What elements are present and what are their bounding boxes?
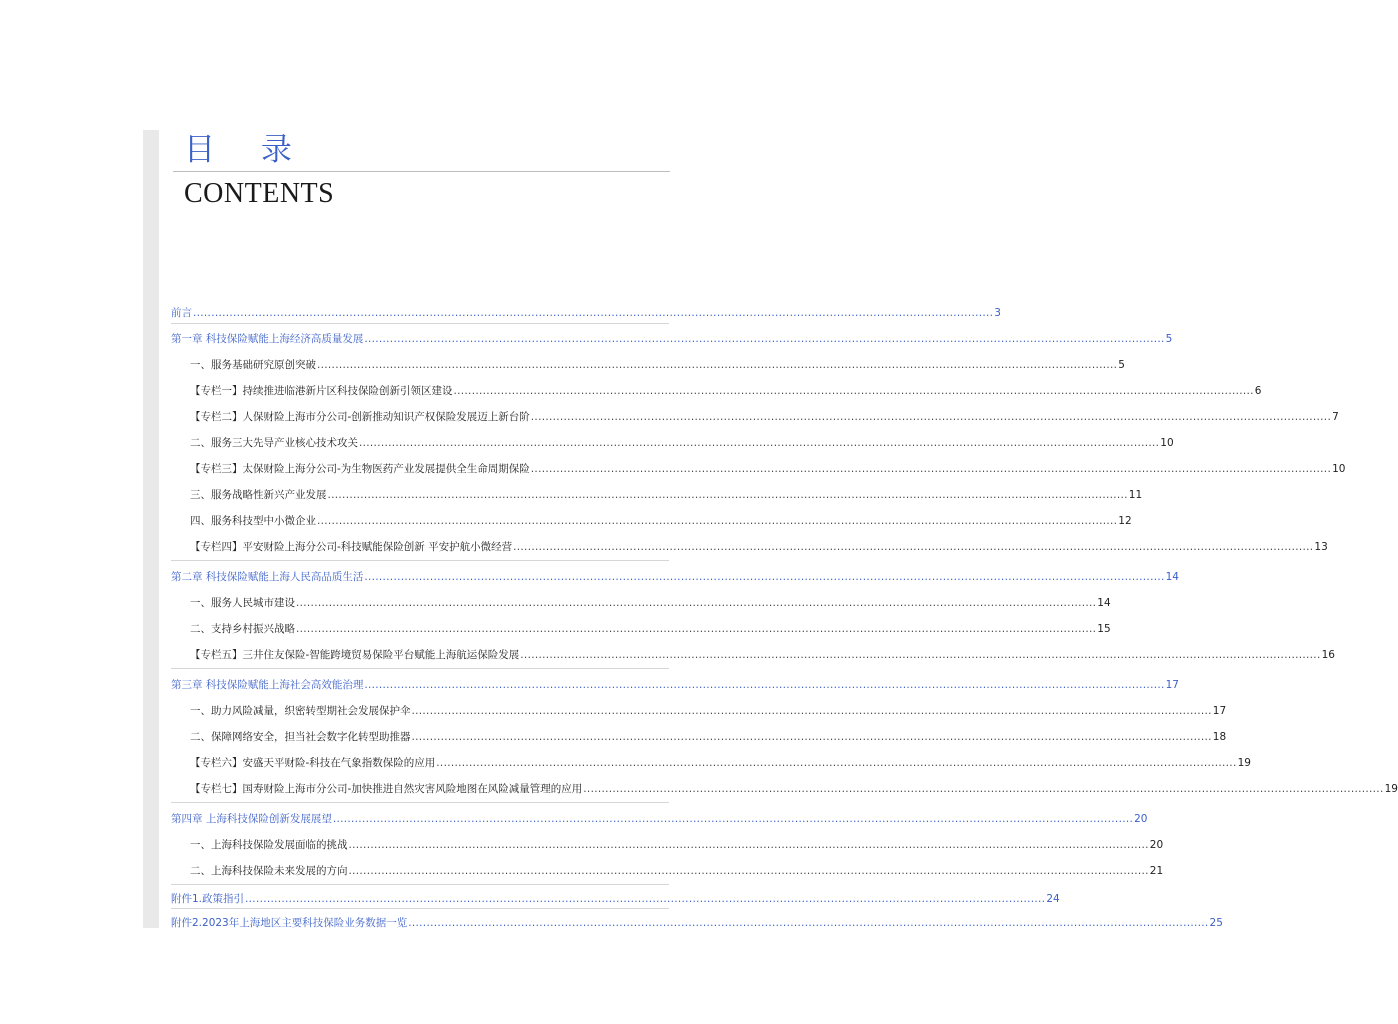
toc-entry-label: 【专栏二】人保财险上海市分公司-创新推动知识产权保险发展迈上新台阶 (190, 411, 530, 423)
toc-entry[interactable] (190, 536, 1328, 554)
toc-dot-leader: ............................................................................................................................................................................................................................ (332, 813, 1134, 825)
toc-entry-page: 5 (1118, 359, 1125, 371)
toc-entry[interactable] (190, 860, 1164, 878)
toc-entry-label: 一、上海科技保险发展面临的挑战 (190, 839, 348, 851)
toc-entry-label: 一、服务基础研究原创突破 (190, 359, 316, 371)
toc-entry-label: 三、服务战略性新兴产业发展 (190, 489, 327, 501)
toc-entry-page: 24 (1046, 893, 1060, 905)
toc-entry-page: 20 (1134, 813, 1148, 825)
toc-entry[interactable] (190, 510, 1132, 528)
toc-entry-page: 21 (1149, 865, 1164, 877)
toc-entry-label: 一、助力风险减量，织密转型期社会发展保护伞 (190, 705, 411, 717)
toc-entry-page: 18 (1212, 731, 1227, 743)
toc-dot-leader: ............................................................................................................................................................................................................................ (583, 783, 1384, 795)
toc-chapter-entry[interactable] (171, 808, 1148, 826)
page-subtitle: CONTENTS (184, 178, 335, 209)
toc-appendix-entry[interactable] (171, 888, 1060, 906)
toc-entry-label: 前言 (171, 307, 192, 319)
toc-entry-page: 19 (1237, 757, 1251, 769)
chapter-divider (171, 884, 669, 885)
toc-entry[interactable] (190, 406, 1339, 424)
toc-dot-leader: ............................................................................................................................................................................................................................ (296, 623, 1097, 635)
toc-entry[interactable] (190, 834, 1164, 852)
toc-entry-page: 25 (1209, 917, 1223, 929)
toc-entry-page: 15 (1097, 623, 1111, 635)
toc-entry[interactable] (190, 592, 1111, 610)
toc-dot-leader: ............................................................................................................................................................................................................................ (411, 705, 1212, 717)
toc-entry-page: 6 (1254, 385, 1262, 397)
toc-entry-label: 第三章 科技保险赋能上海社会高效能治理 (171, 679, 364, 691)
toc-dot-leader: ............................................................................................................................................................................................................................ (317, 359, 1118, 371)
toc-entry-page: 10 (1332, 463, 1346, 475)
toc-dot-leader: ............................................................................................................................................................................................................................ (359, 437, 1160, 449)
toc-dot-leader: ............................................................................................................................................................................................................................ (408, 917, 1209, 929)
toc-entry-page: 3 (994, 307, 1001, 319)
toc-entry-label: 【专栏五】三井住友保险-智能跨境贸易保险平台赋能上海航运保险发展 (190, 649, 520, 661)
toc-appendix-entry[interactable] (171, 912, 1223, 930)
toc-dot-leader: ............................................................................................................................................................................................................................ (317, 515, 1118, 527)
toc-entry[interactable] (190, 354, 1125, 372)
toc-entry[interactable] (190, 778, 1398, 796)
toc-entry-label: 一、服务人民城市建设 (190, 597, 295, 609)
toc-entry-page: 20 (1149, 839, 1164, 851)
toc-dot-leader: ............................................................................................................................................................................................................................ (513, 541, 1314, 553)
toc-entry-page: 17 (1212, 705, 1227, 717)
toc-entry-label: 第一章 科技保险赋能上海经济高质量发展 (171, 333, 364, 345)
chapter-divider (171, 560, 669, 561)
toc-entry-label: 附件1.政策指引 (171, 893, 245, 905)
toc-dot-leader: ............................................................................................................................................................................................................................ (245, 893, 1046, 905)
toc-entry-label: 二、上海科技保险未来发展的方向 (190, 865, 348, 877)
chapter-divider (171, 802, 669, 803)
toc-entry[interactable] (190, 484, 1143, 502)
toc-entry-label: 二、支持乡村振兴战略 (190, 623, 295, 635)
toc-dot-leader: ............................................................................................................................................................................................................................ (453, 385, 1254, 397)
toc-entry-label: 第四章 上海科技保险创新发展展望 (171, 813, 332, 825)
toc-entry[interactable] (190, 380, 1262, 398)
toc-entry[interactable] (171, 302, 1001, 320)
toc-dot-leader: ............................................................................................................................................................................................................................ (364, 571, 1165, 583)
toc-entry-page: 5 (1165, 333, 1173, 345)
toc-entry[interactable] (190, 458, 1346, 476)
toc-entry-label: 【专栏七】国寿财险上海市分公司-加快推进自然灾害风险地图在风险减量管理的应用 (190, 783, 583, 795)
toc-entry[interactable] (190, 618, 1111, 636)
toc-dot-leader: ............................................................................................................................................................................................................................ (364, 679, 1165, 691)
toc-dot-leader: ............................................................................................................................................................................................................................ (348, 839, 1149, 851)
toc-dot-leader: ............................................................................................................................................................................................................................ (520, 649, 1321, 661)
toc-chapter-entry[interactable] (171, 674, 1179, 692)
toc-entry-label: 【专栏三】太保财险上海分公司-为生物医药产业发展提供全生命周期保险 (190, 463, 530, 475)
toc-entry[interactable] (190, 726, 1227, 744)
toc-dot-leader: ............................................................................................................................................................................................................................ (327, 489, 1128, 501)
toc-chapter-entry[interactable] (171, 566, 1179, 584)
toc-dot-leader: ............................................................................................................................................................................................................................ (348, 865, 1149, 877)
toc-entry[interactable] (190, 700, 1227, 718)
toc-entry-page: 14 (1097, 597, 1111, 609)
toc-entry-page: 7 (1332, 411, 1339, 423)
toc-dot-leader: ............................................................................................................................................................................................................................ (530, 463, 1332, 475)
toc-dot-leader: ............................................................................................................................................................................................................................ (296, 597, 1097, 609)
toc-entry-label: 附件2.2023年上海地区主要科技保险业务数据一览 (171, 917, 408, 929)
chapter-divider (171, 908, 669, 909)
toc-entry-label: 【专栏一】持续推进临港新片区科技保险创新引领区建设 (190, 385, 453, 397)
toc-entry-label: 【专栏四】平安财险上海分公司-科技赋能保险创新 平安护航小微经营 (190, 541, 513, 553)
toc-entry-page: 13 (1314, 541, 1328, 553)
toc-entry-label: 第二章 科技保险赋能上海人民高品质生活 (171, 571, 364, 583)
toc-entry-label: 四、服务科技型中小微企业 (190, 515, 316, 527)
toc-dot-leader: ............................................................................................................................................................................................................................ (530, 411, 1332, 423)
toc-entry-page: 17 (1165, 679, 1179, 691)
chapter-divider (171, 668, 669, 669)
toc-entry-page: 10 (1160, 437, 1174, 449)
toc-entry-label: 二、服务三大先导产业核心技术攻关 (190, 437, 358, 449)
toc-entry-label: 【专栏六】安盛天平财险-科技在气象指数保险的应用 (190, 757, 436, 769)
toc-dot-leader: ............................................................................................................................................................................................................................ (364, 333, 1165, 345)
toc-dot-leader: ............................................................................................................................................................................................................................ (436, 757, 1237, 769)
toc-entry[interactable] (190, 432, 1174, 450)
toc-entry-page: 19 (1384, 783, 1398, 795)
toc-entry-page: 14 (1165, 571, 1179, 583)
toc-entry-page: 12 (1118, 515, 1132, 527)
toc-entry[interactable] (190, 752, 1251, 770)
toc-entry-page: 11 (1128, 489, 1143, 501)
page-title: 目 录 (184, 132, 310, 168)
chapter-divider (171, 323, 669, 324)
toc-dot-leader: ............................................................................................................................................................................................................................ (411, 731, 1212, 743)
toc-entry[interactable] (190, 644, 1335, 662)
toc-chapter-entry[interactable] (171, 328, 1173, 346)
toc-entry-page: 16 (1321, 649, 1335, 661)
toc-dot-leader: ............................................................................................................................................................................................................................ (193, 307, 994, 319)
toc-entry-label: 二、保障网络安全，担当社会数字化转型助推器 (190, 731, 411, 743)
